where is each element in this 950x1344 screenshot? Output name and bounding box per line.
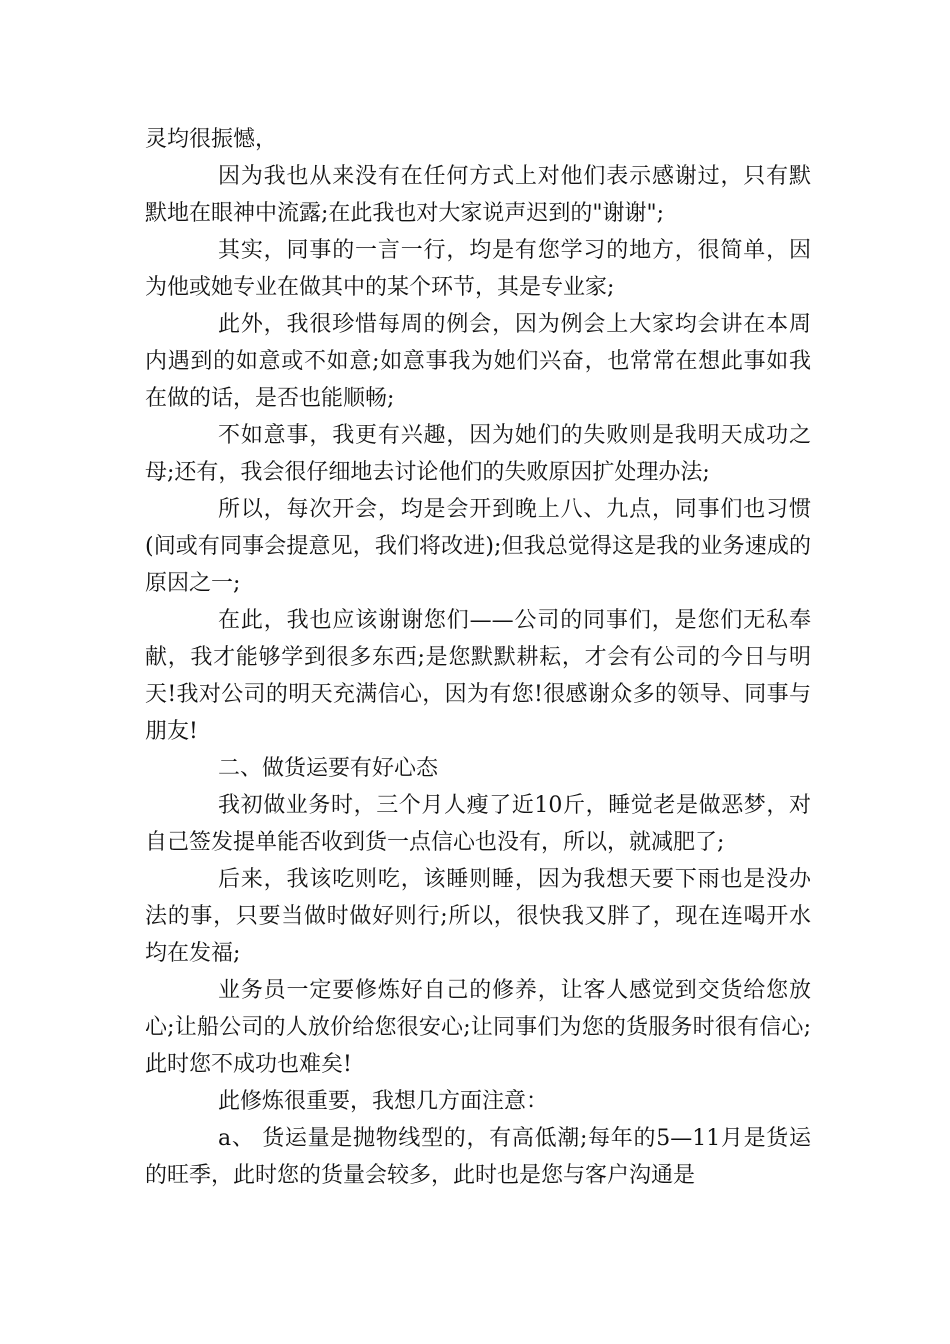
paragraph: 后来，我该吃则吃，该睡则睡，因为我想天要下雨也是没办法的事，只要当做时做好则行;所以，很快我又胖了，现在连喝开水均在发福; — [145, 867, 811, 966]
paragraph: 在此，我也应该谢谢您们——公司的同事们，是您们无私奉献，我才能够学到很多东西;是您默默耕耘，才会有公司的今日与明天!我对公司的明天充满信心，因为有您!很感谢众多的领导、同事与朋友! — [145, 608, 811, 744]
paragraph: 其实，同事的一言一行，均是有您学习的地方，很简单，因为他或她专业在做其中的某个环节，其是专业家; — [145, 238, 811, 300]
paragraph-continuation: 灵均很振憾， — [145, 127, 278, 152]
paragraph: 所以，每次开会，均是会开到晚上八、九点，同事们也习惯(间或有同事会提意见，我们将改进);但我总觉得这是我的业务速成的原因之一; — [145, 497, 811, 596]
document-body — [145, 121, 811, 1194]
paragraph: 此外，我很珍惜每周的例会，因为例会上大家均会讲在本周内遇到的如意或不如意;如意事我为她们兴奋，也常常在想此事如我在做的话，是否也能顺畅; — [145, 312, 811, 411]
paragraph: 此修炼很重要，我想几方面注意： — [218, 1089, 549, 1114]
paragraph: 业务员一定要修炼好自己的修养，让客人感觉到交货给您放心;让船公司的人放价给您很安心;让同事们为您的货服务时很有信心;此时您不成功也难矣! — [145, 978, 811, 1077]
paragraph: 不如意事，我更有兴趣，因为她们的失败则是我明天成功之母;还有，我会很仔细地去讨论他们的失败原因扩处理办法; — [145, 423, 811, 485]
section-heading: 二、做货运要有好心态 — [218, 756, 439, 781]
list-item-a: a、 货运量是抛物线型的，有高低潮;每年的5—11月是货运的旺季，此时您的货量会较多，此时也是您与客户沟通是 — [145, 1126, 811, 1188]
paragraph: 因为我也从来没有在任何方式上对他们表示感谢过，只有默默地在眼神中流露;在此我也对大家说声迟到的"谢谢"; — [145, 164, 811, 226]
paragraph: 我初做业务时，三个月人瘦了近10斤，睡觉老是做恶梦，对自己签发提单能否收到货一点信心也没有，所以，就减肥了; — [145, 793, 811, 855]
